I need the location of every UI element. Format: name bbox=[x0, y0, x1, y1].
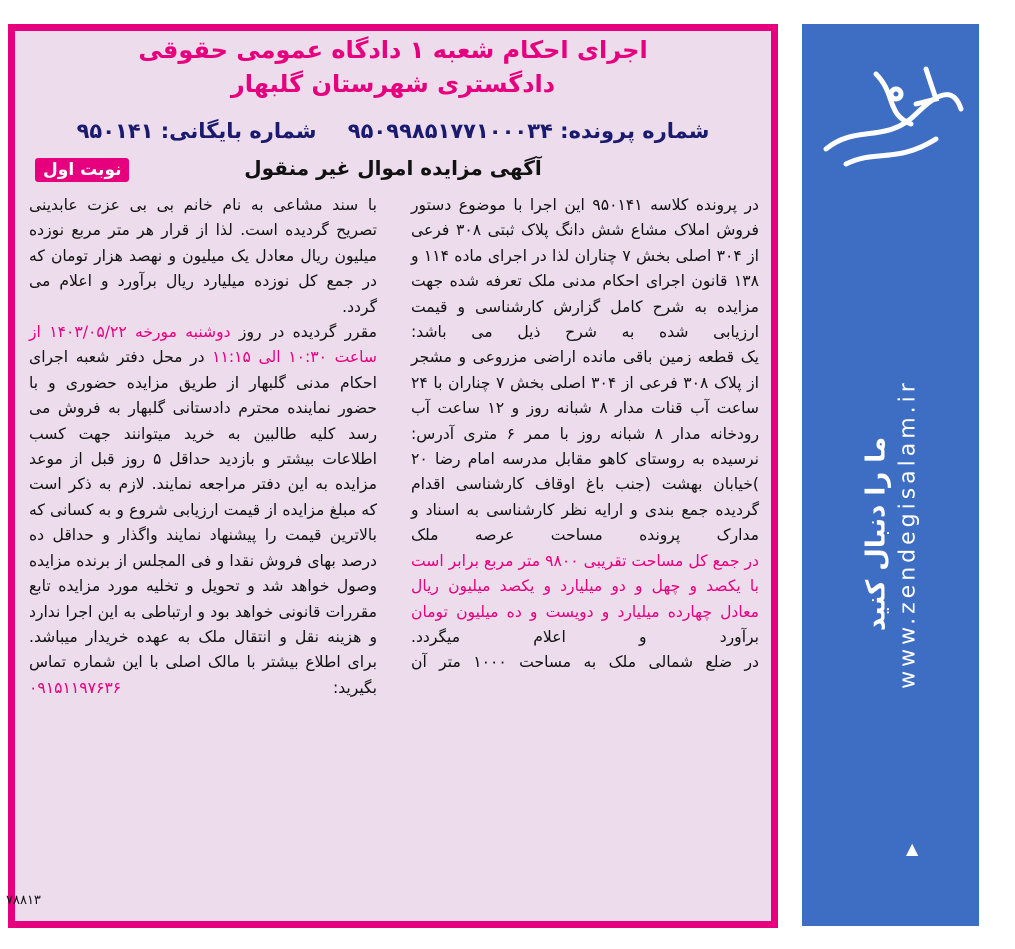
paragraph bbox=[29, 650, 377, 701]
highlight-text: در جمع کل مساحت تقریبی ۹۸۰۰ متر مربع برابر است با یکصد و چهل و دو میلیارد و یکصد میلیون ریال معادل چهارده میلیارد و دویست و ده میلیون تومان bbox=[411, 551, 759, 621]
text: مقرر گردیده در روز bbox=[230, 323, 377, 342]
auction-date: دوشنبه مورخه ۱۴۰۳/۰۵/۲۲ از ساعت ۱۰:۳۰ الی ۱۱:۱۵ bbox=[29, 323, 377, 367]
text: برآورد و اعلام میگردد. bbox=[411, 627, 759, 646]
ad-title: آگهی مزایده اموال غیر منقول bbox=[244, 156, 542, 180]
right-column bbox=[411, 193, 759, 676]
follow-text: ما را دنبال کنید bbox=[861, 436, 891, 632]
paragraph: در پرونده کلاسه ۹۵۰۱۴۱ این اجرا با موضوع دستور فروش املاک مشاع شش دانگ پلاک ثبتی ۳۰۸ فرعی از ۳۰۴ اصلی بخش ۷ چناران لذا در اجرای ماده ۱۱۴ و ۱۳۸ قانون اجرای احکام مدنی ملک تعرفه شده جهت مزایده به شرح کامل گزارش کارشناسی و قیمت ارزیابی شده به شرح ذیل می باشد: bbox=[411, 196, 759, 342]
phone-number: ۰۹۱۵۱۱۹۷۶۳۶ bbox=[29, 678, 122, 697]
ad-code: ۷۸۸۱۳ bbox=[6, 893, 41, 908]
zendegi-logo bbox=[816, 54, 966, 184]
court-title: اجرای احکام شعبه ۱ دادگاه عمومی حقوقی bbox=[138, 36, 648, 64]
paragraph: با سند مشاعی به نام خانم بی بی عزت عابدینی تصریح گردیده است. لذا از قرار هر متر مربع نوزده میلیون ریال معادل یک میلیون و نهصد هزار تومان که در جمع کل نوزده میلیارد ریال برآورد و اعلام می گردد. bbox=[29, 196, 377, 316]
notice-header bbox=[15, 33, 771, 101]
case-number: شماره پرونده: ۹۵۰۹۹۸۵۱۷۷۱۰۰۰۳۴ bbox=[347, 119, 710, 143]
sidebar-banner bbox=[802, 24, 979, 926]
paragraph: در ضلع شمالی ملک به مساحت ۱۰۰۰ متر آن bbox=[411, 653, 759, 672]
reference-numbers bbox=[15, 119, 771, 143]
left-column bbox=[29, 193, 377, 701]
round-badge: نوبت اول bbox=[35, 158, 129, 182]
archive-number: شماره بایگانی: ۹۵۰۱۴۱ bbox=[76, 119, 317, 143]
text: در محل دفتر شعبه اجرای احکام مدنی گلبهار از طریق مزایده حضوری و با حضور نماینده محترم دادستانی گلبهار به فروش می رسد کلیه طالبین به خرید میتوانند جهت کسب اطلاعات بیشتر و بازدید حداقل ۵ روز قبل از موعد مزایده به این دفتر مراجعه نمایند. لازم به ذکر است که مبلغ مزایده از قیمت ارزیابی شروع و به کسانی که بالاترین قیمت را پیشنهاد نمایند واگذار و حداقل ده درصد بهای فروش نقدا و فی المجلس از برنده مزایده وصول خواهد شد و تحویل و تخلیه مورد مزایده تابع مقررات قانونی خواهد بود و ارتباطی به این اجرا ندارد و هزینه نقل و انتقال ملک به عهده خریدار میباشد. bbox=[29, 348, 377, 646]
follow-us bbox=[861, 379, 920, 689]
text: برای اطلاع بیشتر با مالک اصلی با این شماره تماس بگیرید: bbox=[29, 653, 377, 697]
paragraph bbox=[29, 320, 377, 650]
paragraph bbox=[411, 549, 759, 651]
website-link[interactable]: www.zendegisalam.ir bbox=[895, 379, 920, 689]
paragraph: یک قطعه زمین باقی مانده اراضی مزروعی و مشجر از پلاک ۳۰۸ فرعی از ۳۰۴ اصلی بخش ۷ چناران با ۲۴ ساعت آب قنات مدار ۸ شبانه روز و ۱۲ ساعت آب رودخانه مدار ۸ شبانه روز با ممر ۶ متری آدرس: نرسیده به روستای کاهو مقابل مدرسه امام رضا ۲۰ )خیابان بهشت (جنب باغ اوقاف کارشناسی اقدام گردیده جمع بندی و ارایه نظر کارشناسی به اسناد و مدارک پرونده مساحت عرصه ملک bbox=[411, 348, 759, 545]
legal-notice-box bbox=[8, 24, 778, 928]
arrow-icon: ▲ bbox=[906, 839, 919, 858]
court-subtitle: دادگستری شهرستان گلبهار bbox=[230, 70, 556, 98]
